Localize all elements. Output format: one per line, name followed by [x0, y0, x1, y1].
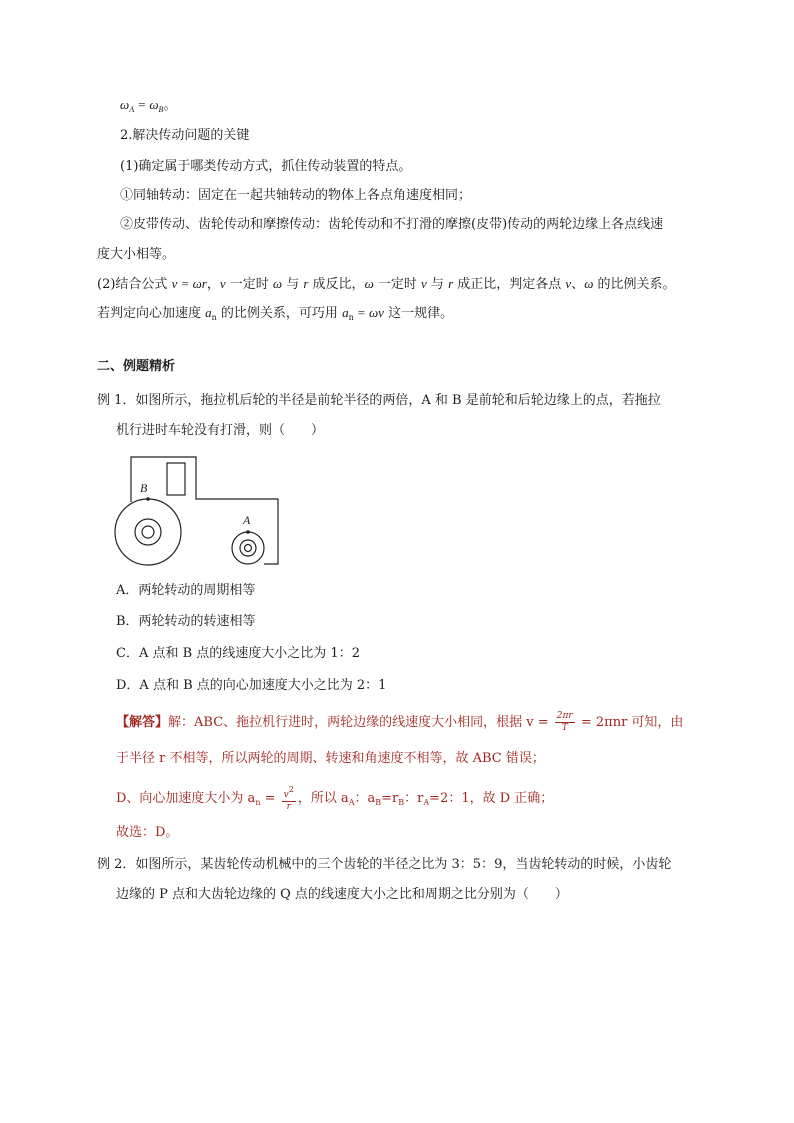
subscript: n — [211, 313, 217, 322]
text: 这一规律。 — [383, 306, 454, 321]
text: 一定时 — [373, 277, 422, 292]
text: 成正比，判定各点 — [453, 277, 566, 292]
subscript: A — [423, 798, 430, 807]
solution-line4: 故选：D。 — [116, 825, 179, 840]
key-title: 2.解决传动问题的关键 — [120, 128, 250, 143]
example-2-question-line2: 边缘的 P 点和大齿轮边缘的 Q 点的线速度大小之比和周期之比分别为（ ） — [116, 887, 568, 902]
text: =r — [381, 791, 399, 806]
text: = 2πnr 可知，由 — [576, 715, 684, 730]
text: 与 — [282, 277, 304, 292]
symbol: ω — [364, 276, 374, 291]
symbol: ω — [584, 276, 594, 291]
symbol: r — [448, 276, 454, 291]
text: 的比例关系。 — [593, 277, 676, 292]
option-b: B．两轮转动的转速相等 — [116, 614, 256, 629]
example-1-question-line1: 例 1．如图所示，拖拉机后轮的半径是前轮半径的两倍，A 和 B 是前轮和后轮边缘上的点，若拖拉 — [97, 393, 661, 408]
paragraph-1b-line1: ②皮带传动、齿轮传动和摩擦传动：齿轮传动和不打滑的摩擦(皮带)传动的两轮边缘上各点线速 — [120, 217, 664, 232]
fraction — [282, 784, 296, 813]
equals: = — [134, 97, 150, 112]
symbol: v — [421, 276, 427, 291]
label-a: A — [243, 513, 251, 527]
option-d: D．A 点和 B 点的向心加速度大小之比为 2：1 — [116, 678, 387, 693]
symbol: v — [219, 276, 226, 291]
paragraph-1b-line2: 度大小相等。 — [97, 247, 176, 262]
numerator: 2πr — [556, 711, 573, 721]
example-2-question-line1: 例 2．如图所示，某齿轮传动机械中的三个齿轮的半径之比为 3：5：9，当齿轮转动的时候，小齿轮 — [97, 857, 672, 872]
omega-equality — [120, 96, 176, 119]
solution-line3 — [116, 784, 553, 816]
formula: v = ωr — [171, 276, 207, 291]
fraction — [555, 711, 575, 734]
text: =2：1，故 D 正确； — [429, 791, 554, 806]
point-a — [246, 530, 250, 534]
text: 一定时 — [225, 277, 273, 292]
subscript: B — [398, 798, 405, 807]
paragraph-1a: ①同轴转动：固定在一起共轴转动的物体上各点角速度相同； — [120, 188, 472, 203]
text: ，所以 a — [297, 791, 349, 806]
denominator: T — [561, 723, 568, 733]
text: 的比例关系，可巧用 — [216, 306, 343, 321]
symbol: r — [303, 276, 309, 291]
period: 。 — [163, 97, 177, 112]
subscript: A — [348, 798, 355, 807]
solution-line2: 于半径 r 不相等，所以两轮的周期、转速和角速度不相等，故 ABC 错误； — [116, 751, 545, 766]
text: ：r — [404, 791, 424, 806]
text: 与 — [426, 277, 449, 292]
symbol: ω — [272, 276, 283, 291]
text: = — [260, 791, 280, 806]
option-c: C．A 点和 B 点的线速度大小之比为 1：2 — [116, 646, 360, 661]
denominator: r — [286, 802, 291, 812]
label-b: B — [140, 481, 148, 495]
subscript: n — [348, 313, 354, 322]
numerator: v — [283, 790, 289, 800]
superscript: 2 — [288, 785, 294, 794]
text: ， — [206, 277, 220, 292]
section-title: 二、例题精析 — [97, 359, 176, 374]
tractor-window — [167, 463, 185, 495]
symbol: a — [342, 305, 349, 320]
subscript: n — [255, 798, 261, 807]
formula: = ωv — [353, 305, 384, 320]
paragraph-3 — [97, 304, 453, 327]
text: ：a — [354, 791, 376, 806]
text: (2)结合公式 — [97, 277, 172, 292]
tractor-figure — [112, 452, 284, 572]
example-1-question-line2: 机行进时车轮没有打滑，则（ ） — [116, 423, 325, 438]
point-b — [146, 497, 150, 501]
option-a: A．两轮转动的周期相等 — [116, 583, 256, 598]
rear-wheel — [115, 499, 181, 565]
front-wheel — [232, 532, 264, 564]
subscript: B — [158, 105, 164, 114]
omega-symbol: ω — [149, 97, 159, 112]
subscript: B — [375, 798, 382, 807]
text: 、 — [571, 277, 585, 292]
text: 成反比， — [308, 277, 365, 292]
text: D、向心加速度大小为 a — [116, 791, 256, 806]
paragraph-2 — [97, 275, 676, 294]
symbol: a — [205, 305, 212, 320]
symbol: v — [565, 276, 572, 291]
solution-line1 — [116, 710, 683, 736]
text: 若判定向心加速度 — [97, 306, 206, 321]
omega-symbol: ω — [120, 97, 130, 112]
subscript: A — [129, 105, 135, 114]
paragraph-1: (1)确定属于哪类传动方式，抓住传动装置的特点。 — [120, 159, 412, 174]
text: 解：ABC、拖拉机行进时，两轮边缘的线速度大小相同，根据 v = — [168, 715, 553, 730]
solution-tag: 【解答】 — [116, 715, 169, 730]
